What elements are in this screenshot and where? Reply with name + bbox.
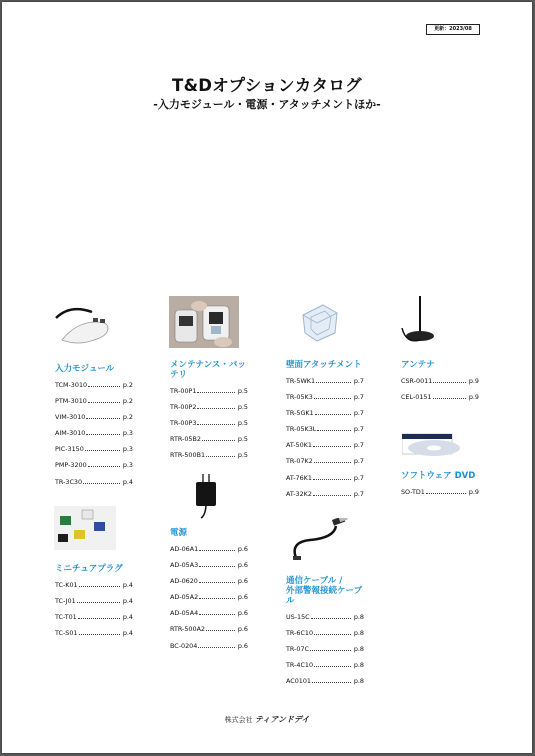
- list-item[interactable]: TR-00P2 p.5: [170, 403, 248, 412]
- list-item[interactable]: AD-06A1 p.6: [170, 545, 248, 553]
- list-item[interactable]: TR-5WK1 p.7: [286, 377, 364, 385]
- antenna-image: [400, 294, 436, 348]
- list-item[interactable]: AT-32K2 p.7: [286, 489, 364, 498]
- catalog-page: [2, 2, 532, 753]
- list-item[interactable]: TR-00P1 p.5: [170, 387, 248, 395]
- section-power-supply: [170, 528, 248, 658]
- page-title: T&Dオプションカタログ: [172, 76, 362, 95]
- company-prefix: 株式会社: [224, 716, 253, 724]
- list-item[interactable]: SO-TD1 p.9: [401, 488, 479, 496]
- list-item[interactable]: VIM-3010 p.2: [55, 413, 133, 422]
- section-title: アンテナ: [401, 360, 435, 370]
- software-dvd-image: [402, 432, 462, 458]
- section-title: 入力モジュール: [55, 364, 115, 374]
- list-item[interactable]: AIM-3010 p.3: [55, 429, 133, 438]
- section-title: ソフトウェア DVD: [401, 471, 476, 481]
- company-footer: [2, 714, 532, 725]
- section-maintenance-battery: [170, 360, 248, 467]
- list-item[interactable]: AT-76K1 p.7: [286, 473, 364, 482]
- input-module-image: [52, 300, 114, 346]
- section-title-line: 通信ケーブル /: [286, 576, 343, 586]
- list-item[interactable]: RTR-500B1 p.5: [170, 451, 248, 460]
- page-subtitle: -入力モジュール・電源・アタッチメントほか-: [153, 98, 381, 111]
- list-item[interactable]: PTM-3010 p.2: [55, 397, 133, 406]
- section-communication-cable: [286, 576, 364, 693]
- section-title: ミニチュアプラグ: [55, 564, 123, 574]
- list-item[interactable]: CSR-0011 p.9: [401, 377, 479, 385]
- list-item[interactable]: TR-05K3L p.7: [286, 425, 364, 434]
- list-item[interactable]: TR-6C10 p.8: [286, 629, 364, 638]
- list-item[interactable]: TC-K01 p.4: [55, 581, 133, 589]
- list-item[interactable]: BC-0204 p.6: [170, 641, 248, 650]
- section-title: 壁面アタッチメント: [286, 360, 362, 370]
- list-item[interactable]: AD-0620 p.6: [170, 577, 248, 586]
- section-antenna: [401, 360, 479, 409]
- list-item[interactable]: PMP-3200 p.3: [55, 461, 133, 470]
- section-title: 電源: [170, 528, 188, 538]
- miniature-plug-image: [54, 506, 116, 550]
- section-input-module: [55, 364, 133, 494]
- list-item[interactable]: AD-05A4 p.6: [170, 609, 248, 618]
- wall-attachment-image: [297, 299, 343, 345]
- maintenance-battery-image: [169, 296, 239, 348]
- list-item[interactable]: TC-T01 p.4: [55, 613, 133, 622]
- list-item[interactable]: TC-J01 p.4: [55, 597, 133, 606]
- section-software-dvd: [401, 471, 479, 504]
- list-item[interactable]: TR-05K3 p.7: [286, 393, 364, 402]
- list-item[interactable]: TR-5GK1 p.7: [286, 409, 364, 418]
- update-date-badge: 更新：2023/08: [426, 24, 480, 35]
- section-title: メンテナンス・バッテリ: [170, 360, 246, 380]
- list-item[interactable]: AD-05A2 p.6: [170, 593, 248, 602]
- list-item[interactable]: TR-00P3 p.5: [170, 419, 248, 428]
- list-item[interactable]: CEL-0151 p.9: [401, 393, 479, 402]
- list-item[interactable]: RTR-500A2 p.6: [170, 625, 248, 634]
- section-title: [286, 576, 364, 606]
- power-adapter-image: [191, 472, 221, 520]
- list-item[interactable]: TR-3C30 p.4: [55, 477, 133, 486]
- list-item[interactable]: TR-07C p.8: [286, 645, 364, 654]
- list-item[interactable]: TR-4C10 p.8: [286, 661, 364, 670]
- list-item[interactable]: TCM-3010 p.2: [55, 381, 133, 389]
- list-item[interactable]: AT-50K1 p.7: [286, 441, 364, 450]
- list-item[interactable]: AC0101 p.8: [286, 677, 364, 686]
- communication-cable-image: [286, 518, 350, 562]
- list-item[interactable]: RTR-05B2 p.5: [170, 435, 248, 444]
- list-item[interactable]: TC-S01 p.4: [55, 629, 133, 638]
- section-title-line: 外部警報接続ケーブル: [286, 586, 363, 606]
- list-item[interactable]: PIC-3150 p.3: [55, 445, 133, 454]
- section-wall-attachment: [286, 360, 364, 506]
- company-logo-text: ティアンドデイ: [254, 715, 310, 724]
- list-item[interactable]: US-15C p.8: [286, 613, 364, 621]
- section-miniature-plug: [55, 564, 133, 645]
- list-item[interactable]: TR-07K2 p.7: [286, 457, 364, 466]
- list-item[interactable]: AD-05A3 p.6: [170, 561, 248, 570]
